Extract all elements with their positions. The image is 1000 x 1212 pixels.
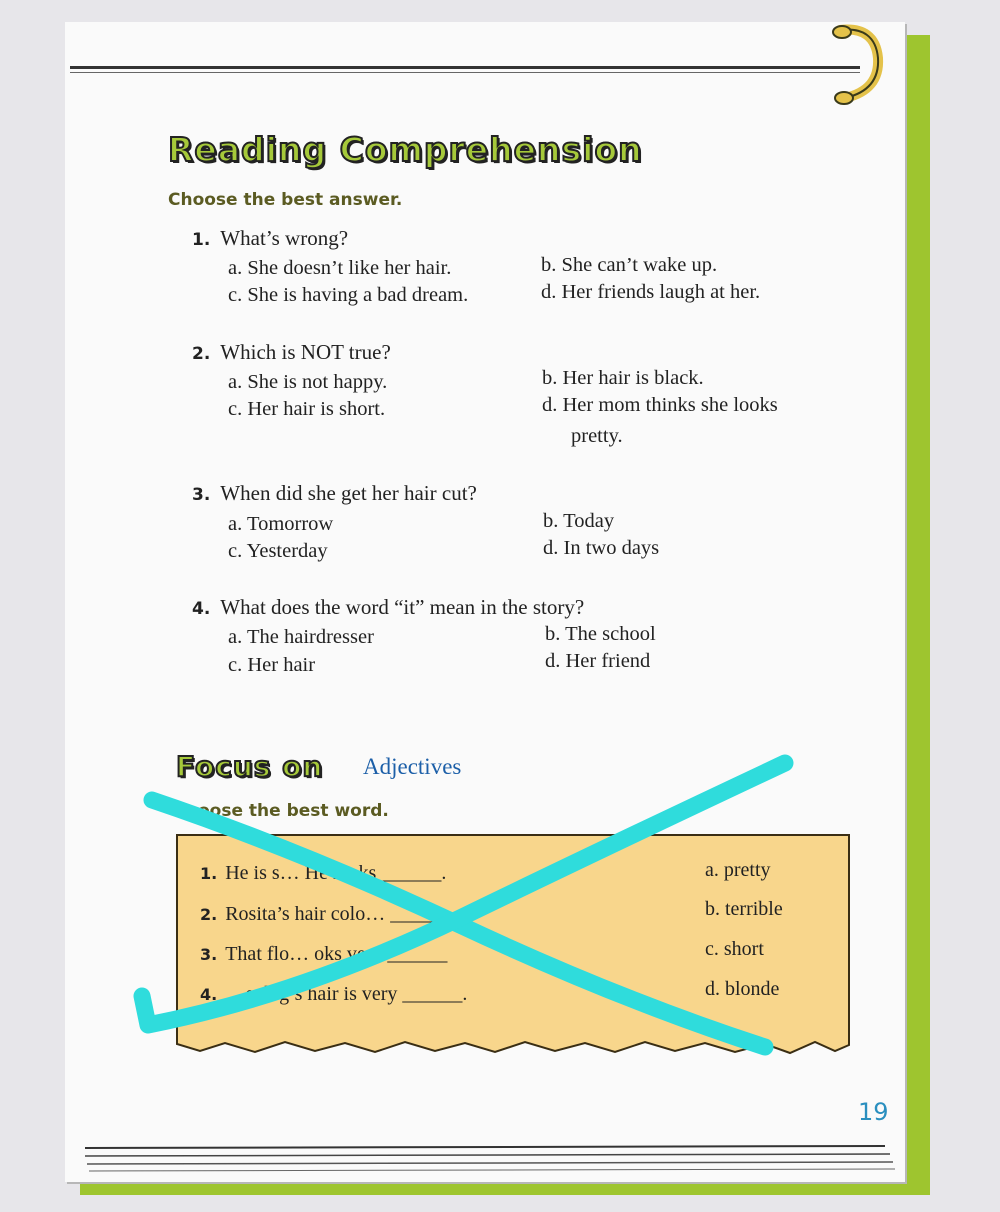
q2-option-b: b. Her hair is black. [542,367,704,389]
reading-instruction: Choose the best answer. [168,190,403,210]
page-number: 19 [858,1098,889,1126]
q4-option-d: d. Her friend [545,650,651,672]
word-option-b: b. terrible [705,898,783,920]
q1-option-c: c. She is having a bad dream. [228,284,469,306]
q1-option-a: a. She doesn’t like her hair. [228,257,452,279]
word-option-d: d. blonde [705,978,780,1000]
question-4: 4. What does the word “it” mean in the story? [192,595,585,619]
top-rule-thin [70,72,860,73]
focus-item-2: 2. Rosita’s hair colo… ______. [200,903,456,925]
question-3: 3. When did she get her hair cut? [192,481,477,505]
question-1: 1. What’s wrong? [192,226,349,250]
q4-option-b: b. The school [545,623,656,645]
q3-option-d: d. In two days [543,537,660,559]
q1-option-b: b. She can’t wake up. [541,254,718,276]
word-option-a: a. pretty [705,859,771,881]
q3-option-c: c. Yesterday [228,540,328,562]
q2-option-d: d. Her mom thinks she looks [542,394,778,416]
focus-instruction: oose the best word. [198,801,389,821]
word-option-c: c. short [705,938,764,960]
focus-item-4: 4. …e dog’s hair is very ______. [200,983,468,1005]
focus-item-3: 3. That flo… oks very ______ [200,943,448,965]
q2-option-c: c. Her hair is short. [228,398,386,420]
page-stack-edges [85,1140,905,1180]
q3-option-b: b. Today [543,510,615,532]
top-rule [70,66,860,69]
q2-option-d-continued: pretty. [571,425,623,447]
question-2: 2. Which is NOT true? [192,340,391,364]
focus-on-label: Focus on [176,750,324,783]
q2-option-a: a. She is not happy. [228,371,388,393]
q4-option-a: a. The hairdresser [228,626,374,648]
binder-clip-icon [830,18,890,113]
focus-item-1: 1. He is s… He looks ______. [200,862,447,884]
reading-comprehension-title: Reading Comprehension [168,130,643,169]
q1-option-d: d. Her friends laugh at her. [541,281,761,303]
q3-option-a: a. Tomorrow [228,513,334,535]
q4-option-c: c. Her hair [228,654,316,676]
focus-topic: Adjectives [363,754,462,779]
